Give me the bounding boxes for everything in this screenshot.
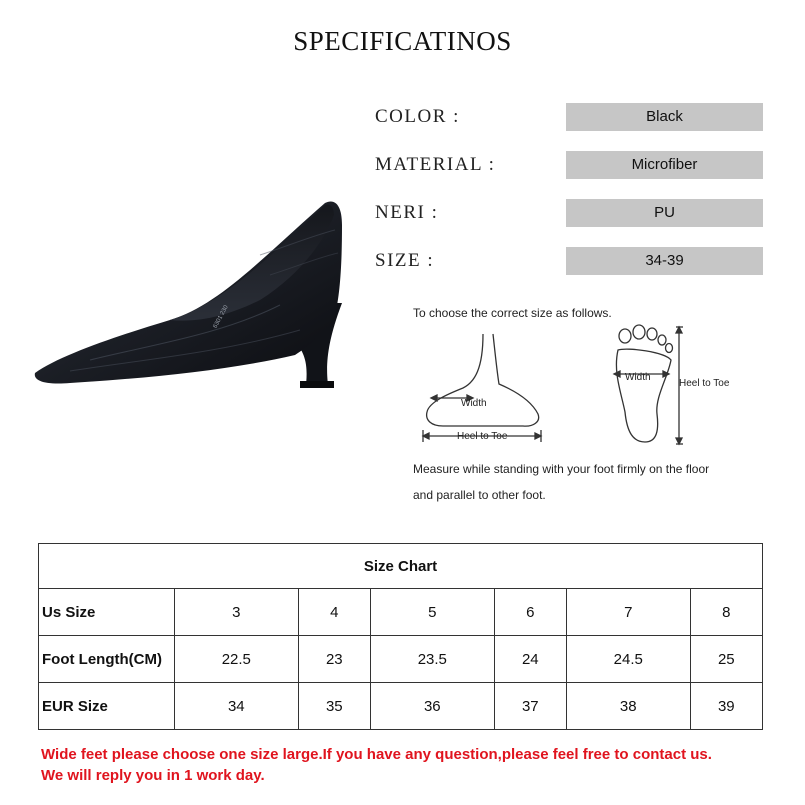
shoe-size-stamp: 6301 230 (212, 304, 230, 330)
notice-line-1: Wide feet please choose one size large.If you have any question,please feel free to contact us. (41, 746, 712, 763)
spec-lining-label: NERI : (375, 202, 439, 223)
row-label-us-size: Us Size (39, 589, 175, 636)
spec-color-label: COLOR : (375, 106, 460, 127)
spec-material-value: Microfiber (566, 151, 763, 179)
table-row-foot-length (39, 636, 763, 683)
table-cell: 7 (566, 589, 690, 636)
table-cell: 34 (175, 683, 299, 730)
width-label-sole: Width (625, 372, 651, 383)
table-row-us-size (39, 589, 763, 636)
foot-sole-view-icon (614, 325, 683, 444)
spec-size-label: SIZE : (375, 250, 435, 271)
table-cell: 23.5 (370, 636, 494, 683)
spec-lining-value: PU (566, 199, 763, 227)
table-cell: 24 (494, 636, 566, 683)
table-cell: 38 (566, 683, 690, 730)
row-label-foot-length: Foot Length(CM) (39, 636, 175, 683)
foot-side-view-icon (423, 334, 541, 442)
spec-color-value: Black (566, 103, 763, 131)
table-cell: 8 (690, 589, 762, 636)
table-row-eur-size (39, 683, 763, 730)
heel-to-toe-label-sole: Heel to Toe (679, 378, 730, 389)
size-chart-title: Size Chart (39, 544, 763, 589)
measure-note-line-1: Measure while standing with your foot firmly on the floor (413, 462, 710, 476)
table-cell: 6 (494, 589, 566, 636)
foot-measure-diagram (413, 322, 753, 447)
table-cell: 3 (175, 589, 299, 636)
heel-to-toe-label-side: Heel to Toe (457, 431, 508, 442)
spec-size-value: 34-39 (566, 247, 763, 275)
row-label-eur-size: EUR Size (39, 683, 175, 730)
table-cell: 24.5 (566, 636, 690, 683)
notice-line-2: We will reply you in 1 work day. (41, 767, 265, 784)
table-cell: 35 (298, 683, 370, 730)
table-cell: 4 (298, 589, 370, 636)
page-title: SPECIFICATINOS (293, 26, 512, 56)
table-cell: 22.5 (175, 636, 299, 683)
width-label-side: Width (461, 398, 487, 409)
size-chart-table (38, 543, 763, 730)
table-cell: 36 (370, 683, 494, 730)
table-cell: 23 (298, 636, 370, 683)
shoe-image (30, 195, 375, 395)
table-cell: 5 (370, 589, 494, 636)
spec-material-label: MATERIAL : (375, 154, 496, 175)
table-cell: 39 (690, 683, 762, 730)
table-cell: 37 (494, 683, 566, 730)
table-cell: 25 (690, 636, 762, 683)
size-guide-intro: To choose the correct size as follows. (413, 306, 612, 320)
measure-note-line-2: and parallel to other foot. (413, 488, 546, 502)
